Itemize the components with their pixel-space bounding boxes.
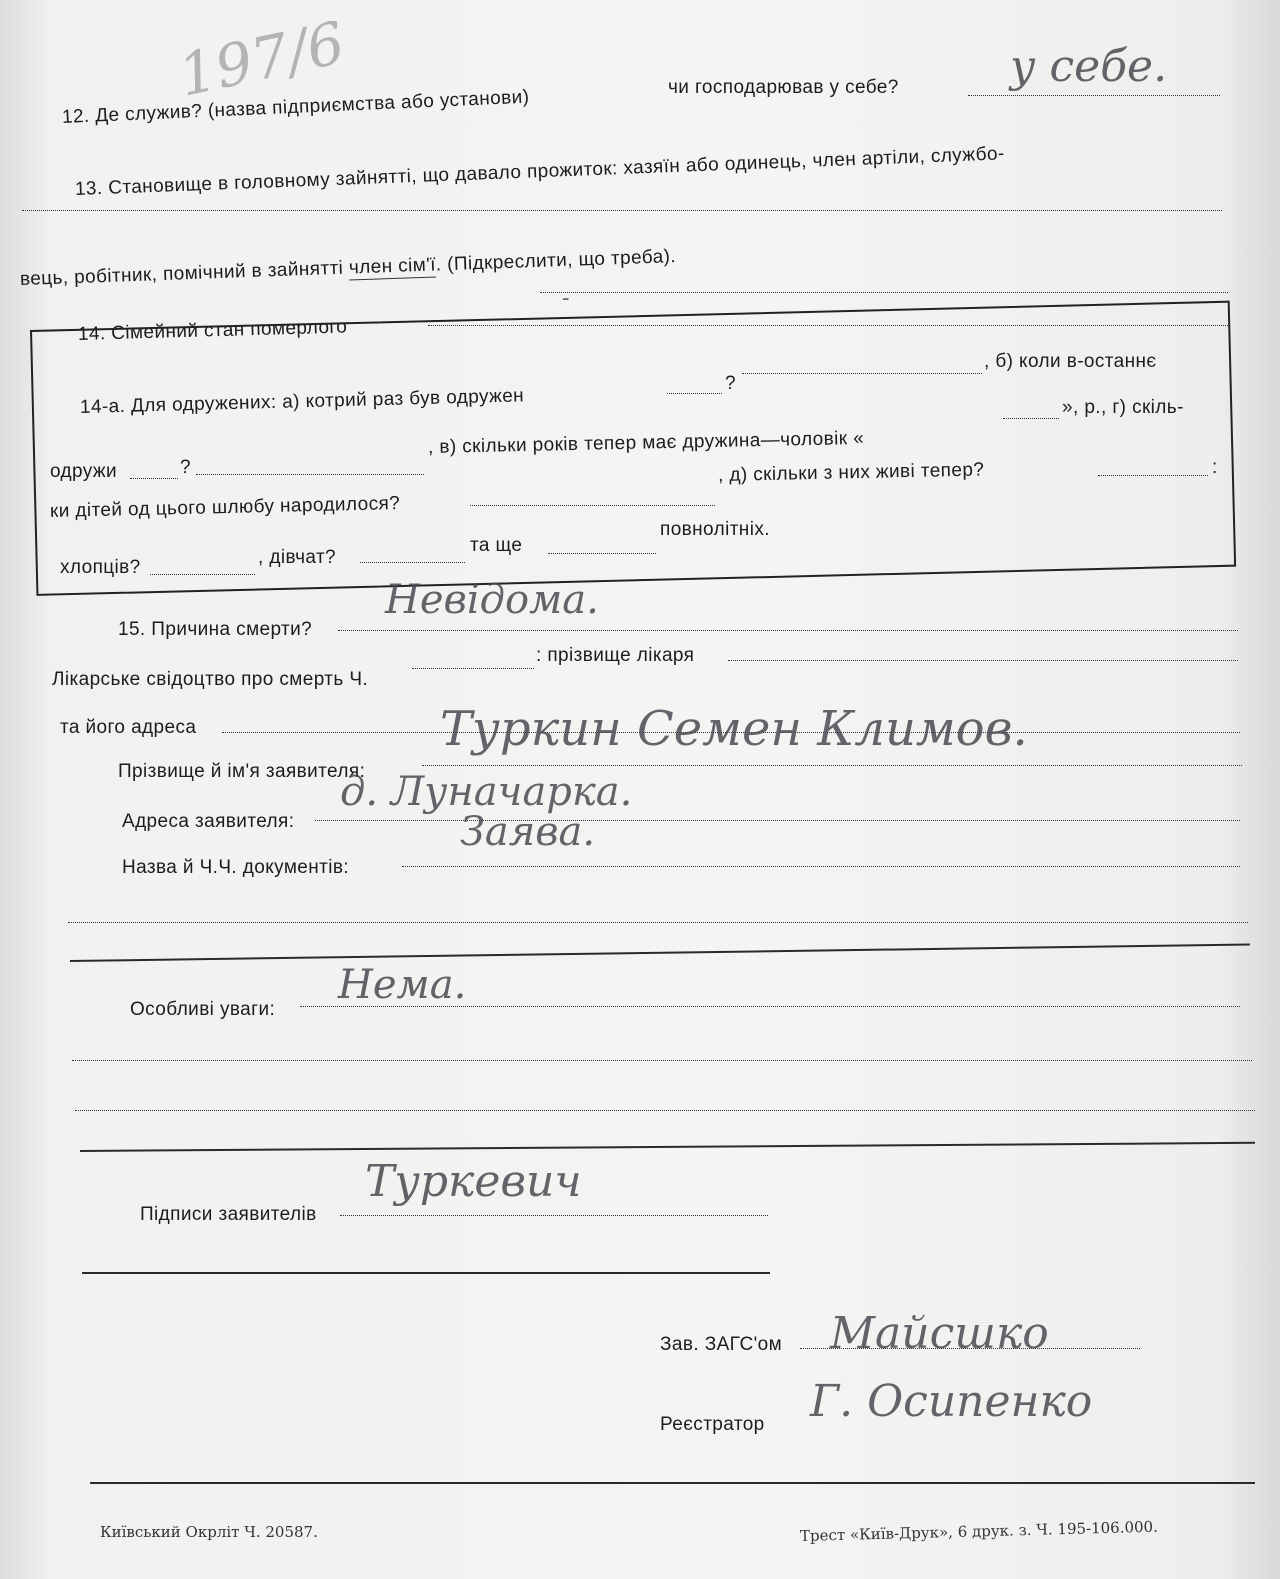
applicant-name-dots bbox=[422, 765, 1242, 766]
q14a-line5a: хлопців? bbox=[60, 557, 141, 578]
q14a-line5c: та ще bbox=[470, 535, 523, 556]
applicant-name-label: Прізвище й ім'я заявителя: bbox=[118, 761, 366, 782]
q14a-dots1 bbox=[742, 373, 982, 374]
registrar-sig: Г. Осипенко bbox=[810, 1376, 1093, 1427]
applicant-address-value: д. Луначарка. bbox=[340, 769, 633, 815]
q12-answer1: у себе. bbox=[1010, 41, 1168, 92]
q14a-line2c: », р., г) скіль- bbox=[1062, 397, 1184, 418]
applicant-sig-dots bbox=[340, 1215, 768, 1216]
doctor-name-dots bbox=[728, 660, 1238, 661]
q13-answer: - bbox=[562, 286, 570, 311]
q14a-dots5a bbox=[150, 574, 255, 575]
q13-line2 bbox=[20, 247, 677, 289]
q14a-dots4a bbox=[470, 505, 715, 506]
q14a-dots3a bbox=[130, 478, 178, 479]
docs-value: Заява. bbox=[460, 809, 596, 855]
q14a-line2a: 14-а. Для одружених: а) котрий раз був одружен bbox=[79, 385, 525, 418]
q15-answer: Невідома. bbox=[385, 577, 599, 623]
applicant-name-value: Туркин Семен Климов. bbox=[440, 701, 1028, 757]
q14a-line3b: ? bbox=[180, 457, 191, 478]
q14a-line4c: : bbox=[1212, 457, 1218, 478]
margin-number: 197/6 bbox=[172, 8, 351, 110]
q12-line1: чи господарював у себе? bbox=[668, 77, 899, 98]
q14a-line3a: одружи bbox=[50, 461, 118, 482]
q14a-dots5c bbox=[548, 553, 656, 554]
docs-extra-dots bbox=[68, 922, 1248, 923]
q15-label: 15. Причина смерти? bbox=[118, 619, 313, 640]
section-rule-1 bbox=[70, 944, 1250, 962]
q14a-dots2b bbox=[1003, 418, 1059, 419]
q13-dots bbox=[540, 292, 1228, 293]
doctor-cert-dots bbox=[412, 668, 534, 669]
docs-dots bbox=[402, 866, 1240, 867]
head-label: Зав. ЗАГС'ом bbox=[660, 1334, 783, 1355]
doctor-name-label: : прізвище лікаря bbox=[536, 645, 695, 666]
section-rule-2 bbox=[80, 1142, 1255, 1152]
docs-label: Назва й Ч.Ч. документів: bbox=[122, 857, 350, 878]
q14a-dots4b bbox=[1098, 475, 1208, 476]
q13-line2-pre: вець, робітник, помічний в зайнятті bbox=[19, 257, 350, 290]
footer-right: Трест «Київ-Друк», 6 друк. з. Ч. 195-106.000. bbox=[799, 1517, 1159, 1545]
q14a-line5d: повнолітніх. bbox=[660, 519, 770, 540]
q14a-line1: , б) коли в-останнє bbox=[984, 351, 1157, 372]
q14a-line4a: ки дітей од цього шлюбу народилося? bbox=[49, 493, 401, 522]
q14a-dots2 bbox=[667, 393, 722, 394]
applicant-address-dots bbox=[315, 820, 1240, 821]
q14a-dots5b bbox=[360, 562, 465, 563]
q12-dots1 bbox=[968, 95, 1220, 96]
applicant-sig-value: Туркевич bbox=[365, 1156, 582, 1207]
notes-dots-3 bbox=[75, 1110, 1255, 1111]
applicant-sig-rule bbox=[82, 1272, 770, 1274]
q14-label: 14. Сімейний стан померлого bbox=[77, 316, 348, 345]
head-sig: Майсшко bbox=[830, 1308, 1049, 1359]
q14a-line4b: , д) скільки з них живі тепер? bbox=[717, 459, 985, 486]
q14a-line5b: , дівчат? bbox=[258, 547, 337, 568]
registrar-label: Реєстратор bbox=[660, 1414, 765, 1435]
q15-dots bbox=[338, 630, 1238, 631]
notes-dots-2 bbox=[72, 1060, 1252, 1061]
doctor-addr-label: та його адреса bbox=[60, 717, 197, 738]
doctor-cert-label: Лікарське свідоцтво про смерть Ч. bbox=[52, 669, 369, 690]
q12-dots2 bbox=[22, 210, 1222, 211]
applicant-address-label: Адреса заявителя: bbox=[122, 811, 295, 832]
footer-left: Київський Окрліт Ч. 20587. bbox=[100, 1523, 318, 1541]
q13-underlined: член сім'ї bbox=[348, 254, 437, 279]
q13-line2-post: . (Підкреслити, що треба). bbox=[435, 246, 677, 276]
q13-line1: 13. Становище в головному зайнятті, що давало прожиток: хазяїн або одинець, член артіли, службо- bbox=[74, 143, 1006, 200]
q14a-line3c: , в) скільки років тепер має дружина—чоловік « bbox=[427, 427, 865, 458]
q14a-line2b: ? bbox=[725, 373, 736, 394]
applicant-sig-label: Підписи заявителів bbox=[140, 1204, 317, 1225]
q14a-dots3b bbox=[196, 474, 424, 475]
q12-line2: 12. Де служив? (назва підприємства або установи) bbox=[61, 86, 530, 128]
notes-value: Нема. bbox=[338, 962, 467, 1008]
notes-label: Особливі уваги: bbox=[130, 999, 276, 1020]
footer-rule bbox=[90, 1482, 1255, 1484]
